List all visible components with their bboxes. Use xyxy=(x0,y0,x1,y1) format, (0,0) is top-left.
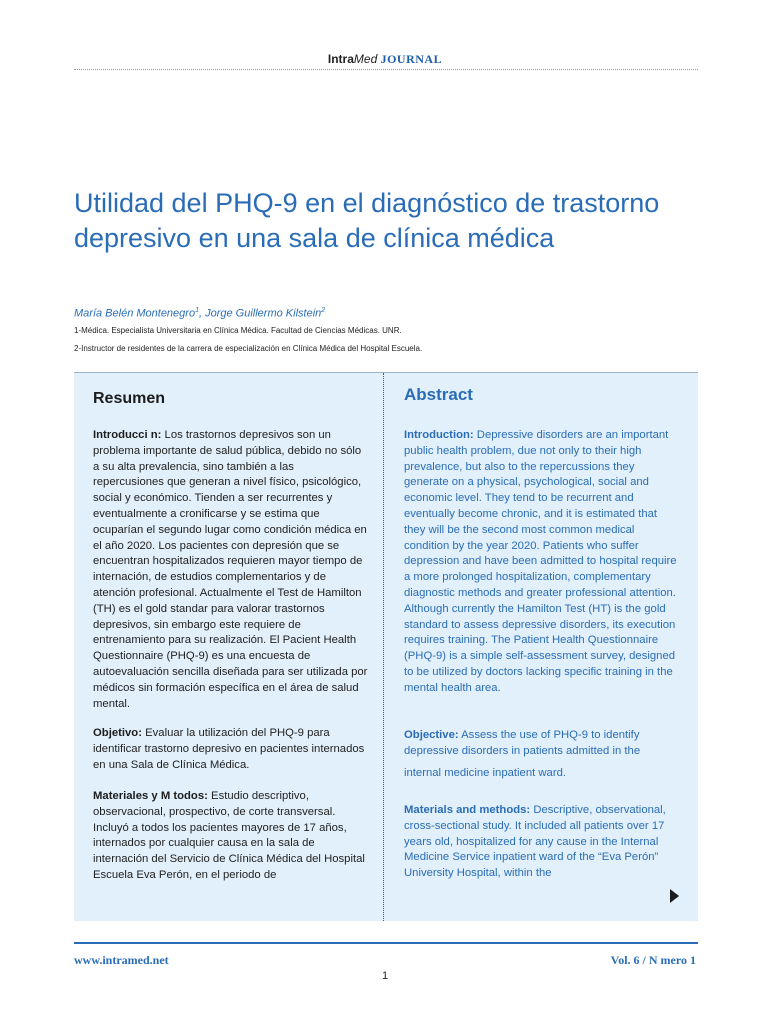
abstract-methods-text: Descriptive, observational, cross-sectional study. It included all patients over 17 years old, hospitalized for any cause in the Internal Medicine Service inpatient ward of the “Eva Perón” University Hospital, within the xyxy=(404,804,666,880)
resumen-methods-paragraph xyxy=(93,789,368,884)
header-divider xyxy=(74,69,698,70)
article-title: Utilidad del PHQ-9 en el diagnóstico de trastorno depresivo en una sala de clínica médica xyxy=(74,188,660,253)
website-link[interactable]: www.intramed.net xyxy=(74,953,169,967)
abstract-methods-label: Materials and methods: xyxy=(404,804,531,816)
abstract-objective-label: Objective: xyxy=(404,729,459,741)
author-1: María Belén Montenegro xyxy=(74,307,196,320)
column-divider xyxy=(383,373,384,921)
abstract-objective-text: Assess the use of PHQ-9 to identify depressive disorders in patients admitted in the xyxy=(404,729,641,757)
affiliation-1: 1-Médica. Especialista Universitaria en Clínica Médica. Facultad de Ciencias Médicas. UNR. xyxy=(74,326,402,335)
abstract-intro-paragraph xyxy=(404,428,679,697)
abstract-box xyxy=(74,372,698,921)
resumen-intro-text: Los trastornos depresivos son un problema importante de salud pública, debido no sólo a su alta prevalencia, sino también a las repercusiones que generan a nivel físico, psicológico, social y económico. Tienden a ser recurrentes y eventualmente a cronificarse y se estima que ocuparían el segundo lugar como condición médica en el año 2020. Los pacientes con depresión que se encuentran hospitalizados requieren mayor tiempo de internación, de estudios complementarios y de atención profesional. Actualmente el Test de Hamilton (TH) es el gold standar para valorar trastornos depresivos, sin embargo este requiere de entrenamiento para su realización. El Pacient Health Questionnaire (PHQ-9) es una encuesta de autoevaluación sencilla diseñada para ser utilizada por médicos sin formación específica en el área de salud mental. xyxy=(93,429,368,710)
footer-divider xyxy=(74,942,698,944)
brand-journal: JOURNAL xyxy=(380,52,443,66)
abstract-methods-paragraph xyxy=(404,803,679,882)
resumen-objective-text: Evaluar la utilización del PHQ-9 para identificar trastorno depresivo en pacientes internados en una Sala de Clínica Médica. xyxy=(93,727,365,771)
abstract-objective-paragraph xyxy=(404,728,679,760)
affiliation-2: 2-Instructor de residentes de la carrera de especialización en Clínica Médica del Hospital Escuela. xyxy=(74,344,423,353)
resumen-objective-label: Objetivo: xyxy=(93,727,142,739)
author-1-affiliation-marker: 1 xyxy=(195,307,199,314)
author-2-affiliation-marker: 2 xyxy=(321,307,326,314)
brand-intra: Intra xyxy=(327,52,354,66)
play-triangle-icon[interactable] xyxy=(670,889,679,903)
resumen-objective-paragraph xyxy=(93,726,368,773)
resumen-intro-paragraph xyxy=(93,428,368,712)
volume-label: Vol. 6 / N mero 1 xyxy=(610,953,696,967)
abstract-heading: Abstract xyxy=(404,385,473,404)
resumen-intro-label: Introducci n: xyxy=(93,429,162,441)
resumen-methods-text: Estudio descriptivo, observacional, prospectivo, de corte transversal. Incluyó a todos los pacientes mayores de 17 años, internados por cualquier causa en la sala de internación del Servicio de Clínica Médica del Hospital Escuela Eva Perón, en el periodo de xyxy=(93,790,365,881)
abstract-intro-label: Introduction: xyxy=(404,429,474,441)
abstract-objective-continuation: internal medicine inpatient ward. xyxy=(404,767,567,779)
resumen-methods-label: Materiales y M todos: xyxy=(93,790,208,802)
author-line xyxy=(74,307,325,320)
journal-header xyxy=(0,52,770,66)
brand-med: Med xyxy=(353,52,378,66)
author-separator: , xyxy=(198,307,206,320)
resumen-heading: Resumen xyxy=(93,390,166,407)
author-2: Jorge Guillermo Kilstein xyxy=(205,307,322,320)
page-number: 1 xyxy=(381,970,389,982)
abstract-intro-text: Depressive disorders are an important public health problem, due not only to their high prevalence, but also to the repercussions they generate on a physical, psychological, social and economic level. They tend to be recurrent and eventually become chronic, and it is estimated that they will be the second most common medical condition by the year 2020. Patients who suffer depression and have been admitted to hospital require a more prolonged hospitalization, complementary diagnostic methods and greater professional attention. Although currently the Hamilton Test (HT) is the gold standard to assess depressive disorders, its execution requires training. The Patient Health Questionnaire (PHQ-9) is a simple self-assessment survey, designed to be utilized by doctors lacking specific training in the mental health area. xyxy=(404,429,677,694)
